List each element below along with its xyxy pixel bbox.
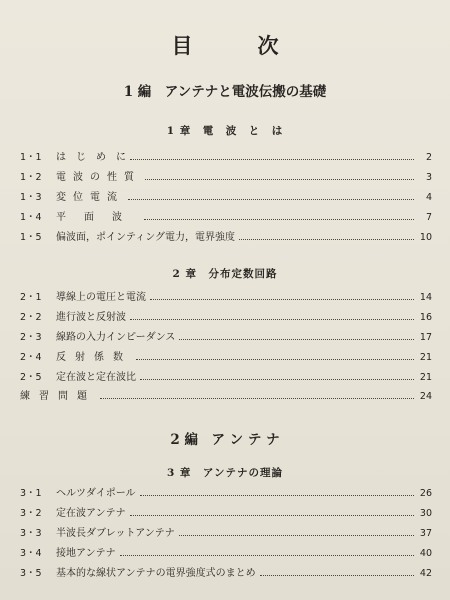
leader-dots xyxy=(130,159,414,160)
section-title: は じ め に xyxy=(56,152,126,163)
page-number: 21 xyxy=(419,372,432,383)
leader-dots xyxy=(140,495,415,496)
page-number: 26 xyxy=(419,488,432,499)
page-number: 21 xyxy=(419,352,432,363)
section-title: 偏波面，ポインティング電力，電界強度 xyxy=(56,232,235,243)
leader-dots xyxy=(145,179,414,180)
toc-entry[interactable] xyxy=(20,544,432,560)
page-number: 3 xyxy=(425,172,432,183)
section-number: 1・2 xyxy=(20,172,42,183)
section-title: 接地アンテナ xyxy=(56,548,116,559)
leader-dots xyxy=(179,535,414,536)
leader-dots xyxy=(260,575,414,576)
toc-entry[interactable] xyxy=(20,328,432,344)
leader-dots xyxy=(128,199,414,200)
leader-dots xyxy=(239,239,414,240)
page-number: 17 xyxy=(419,332,432,343)
section-number: 1・5 xyxy=(20,232,42,243)
toc-entry[interactable] xyxy=(20,288,432,304)
page-number: 10 xyxy=(419,232,432,243)
section-number: 2・4 xyxy=(20,352,42,363)
section-title: 半波長ダブレットアンテナ xyxy=(56,528,175,539)
section-title: 練習問題 xyxy=(20,391,96,402)
page-number: 42 xyxy=(419,568,432,579)
toc-entry[interactable] xyxy=(20,348,432,364)
section-title: 平面波 xyxy=(56,212,140,223)
page-number: 40 xyxy=(419,548,432,559)
section-title: 電波の性質 xyxy=(56,172,141,183)
toc-entry[interactable] xyxy=(20,564,432,580)
chapter-heading: 3 章 アンテナの理論 xyxy=(166,467,284,479)
section-number: 2・1 xyxy=(20,292,42,303)
leader-dots xyxy=(179,339,414,340)
part-heading: 2 編 ア ン テ ナ xyxy=(170,432,280,448)
toc-entry[interactable] xyxy=(20,524,432,540)
toc-entry[interactable] xyxy=(20,368,432,384)
section-number: 1・1 xyxy=(20,152,42,163)
toc-entry[interactable] xyxy=(20,148,432,164)
section-number: 1・3 xyxy=(20,192,42,203)
section-number: 2・5 xyxy=(20,372,42,383)
section-title: 導線上の電圧と電流 xyxy=(56,292,146,303)
section-number: 3・4 xyxy=(20,548,42,559)
page-number: 37 xyxy=(419,528,432,539)
toc-entry[interactable] xyxy=(20,188,432,204)
chapter-heading: 1 章 電 波 と は xyxy=(166,125,284,137)
page-number: 2 xyxy=(425,152,432,163)
section-number: 3・3 xyxy=(20,528,42,539)
toc-entry[interactable] xyxy=(20,208,432,224)
leader-dots xyxy=(100,398,414,399)
section-number: 3・5 xyxy=(20,568,42,579)
leader-dots xyxy=(130,515,414,516)
section-title: 定在波アンテナ xyxy=(56,508,126,519)
section-title: 基本的な線状アンテナの電界強度式のまとめ xyxy=(56,568,256,579)
page-number: 24 xyxy=(419,391,432,402)
page-title: 目 次 xyxy=(171,33,301,58)
part-heading: 1 編 アンテナと電波伝搬の基礎 xyxy=(123,84,327,100)
section-title: 線路の入力インピーダンス xyxy=(56,332,176,343)
toc-entry[interactable] xyxy=(20,484,432,500)
section-number: 2・2 xyxy=(20,312,42,323)
section-title: 反射係数 xyxy=(56,352,132,363)
section-number: 2・3 xyxy=(20,332,42,343)
section-number: 3・2 xyxy=(20,508,42,519)
leader-dots xyxy=(144,219,414,220)
section-title: ヘルツダイポール xyxy=(56,488,136,499)
leader-dots xyxy=(130,319,414,320)
page-number: 16 xyxy=(419,312,432,323)
page-number: 7 xyxy=(425,212,432,223)
section-number: 3・1 xyxy=(20,488,42,499)
section-title: 変位電流 xyxy=(56,192,124,203)
toc-entry[interactable] xyxy=(20,168,432,184)
page-number: 14 xyxy=(419,292,432,303)
leader-dots xyxy=(120,555,414,556)
section-title: 定在波と定在波比 xyxy=(56,372,136,383)
toc-entry[interactable] xyxy=(20,228,432,244)
chapter-heading: 2 章 分布定数回路 xyxy=(172,268,278,280)
toc-entry[interactable] xyxy=(20,387,432,403)
toc-entry[interactable] xyxy=(20,308,432,324)
leader-dots xyxy=(150,299,414,300)
leader-dots xyxy=(136,359,414,360)
section-number: 1・4 xyxy=(20,212,42,223)
page-number: 30 xyxy=(419,508,432,519)
toc-entry[interactable] xyxy=(20,504,432,520)
leader-dots xyxy=(140,379,414,380)
page-number: 4 xyxy=(425,192,432,203)
section-title: 進行波と反射波 xyxy=(56,312,126,323)
